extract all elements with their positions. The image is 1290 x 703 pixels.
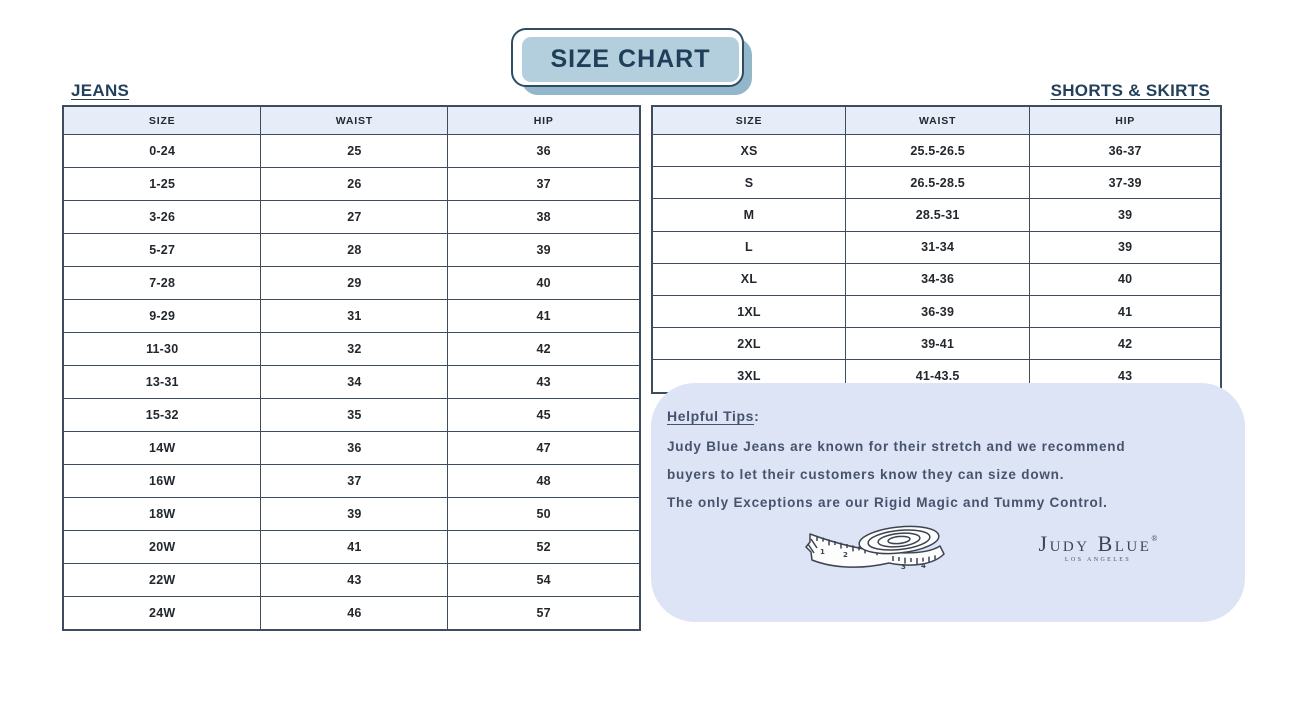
table-row [63, 135, 640, 168]
shorts-col-header-waist: WAIST [845, 106, 1029, 135]
shorts-skirts-table [651, 105, 1222, 394]
waist-cell: 35 [261, 399, 448, 432]
measuring-tape-icon [801, 519, 951, 599]
size-cell: 1XL [652, 295, 845, 327]
hip-cell: 45 [448, 399, 640, 432]
jeans-table [62, 105, 641, 631]
table-row [652, 167, 1221, 199]
size-cell: 24W [63, 597, 261, 631]
hip-cell: 50 [448, 498, 640, 531]
size-cell: 5-27 [63, 234, 261, 267]
shorts-col-header-hip: HIP [1030, 106, 1221, 135]
waist-cell: 46 [261, 597, 448, 631]
size-chart-badge [511, 28, 744, 87]
hip-cell: 57 [448, 597, 640, 631]
hip-cell: 41 [448, 300, 640, 333]
tips-line-2: buyers to let their customers know they can size down. [667, 467, 1065, 482]
waist-cell: 25 [261, 135, 448, 168]
size-cell: M [652, 199, 845, 231]
hip-cell: 39 [1030, 231, 1221, 263]
waist-cell: 27 [261, 201, 448, 234]
size-cell: 9-29 [63, 300, 261, 333]
hip-cell: 43 [448, 366, 640, 399]
size-cell: 22W [63, 564, 261, 597]
tips-heading-line [667, 408, 1225, 424]
jeans-heading: JEANS [71, 81, 130, 100]
table-row [63, 168, 640, 201]
size-cell: 2XL [652, 328, 845, 360]
tape-number-2: 2 [843, 551, 848, 559]
table-row [63, 234, 640, 267]
waist-cell: 39-41 [845, 328, 1029, 360]
brand-name-line [1003, 529, 1193, 554]
shorts-col-header-size: SIZE [652, 106, 845, 135]
table-row [63, 564, 640, 597]
hip-cell: 39 [1030, 199, 1221, 231]
waist-cell: 31-34 [845, 231, 1029, 263]
jeans-table-body [63, 135, 640, 631]
size-cell: 0-24 [63, 135, 261, 168]
table-row [63, 399, 640, 432]
shorts-header-row [652, 106, 1221, 135]
hip-cell: 43 [1030, 360, 1221, 393]
waist-cell: 31 [261, 300, 448, 333]
table-row [63, 366, 640, 399]
registered-mark: ® [1151, 534, 1158, 543]
size-cell: 7-28 [63, 267, 261, 300]
table-row [63, 465, 640, 498]
table-row [652, 135, 1221, 167]
jeans-col-header-size: SIZE [63, 106, 261, 135]
waist-cell: 28.5-31 [845, 199, 1029, 231]
tape-number-1: 1 [820, 548, 825, 556]
waist-cell: 32 [261, 333, 448, 366]
hip-cell: 37 [448, 168, 640, 201]
brand-name: Judy Blue [1038, 531, 1152, 556]
size-cell: 1-25 [63, 168, 261, 201]
hip-cell: 40 [448, 267, 640, 300]
hip-cell: 42 [1030, 328, 1221, 360]
size-cell: 16W [63, 465, 261, 498]
jeans-header-row [63, 106, 640, 135]
waist-cell: 43 [261, 564, 448, 597]
table-row [63, 333, 640, 366]
tape-number-3: 3 [901, 563, 906, 571]
table-row [63, 498, 640, 531]
tips-line-3: The only Exceptions are our Rigid Magic and Tummy Control. [667, 495, 1108, 510]
size-cell: 3XL [652, 360, 845, 393]
waist-cell: 37 [261, 465, 448, 498]
waist-cell: 41-43.5 [845, 360, 1029, 393]
badge-frame [511, 28, 744, 87]
hip-cell: 42 [448, 333, 640, 366]
brand-subtitle: LOS ANGELES [1064, 557, 1132, 563]
helpful-tips-panel [651, 383, 1245, 622]
tips-heading: Helpful Tips [667, 408, 755, 424]
badge-fill [522, 37, 739, 82]
size-cell: L [652, 231, 845, 263]
hip-cell: 36 [448, 135, 640, 168]
table-row [652, 199, 1221, 231]
hip-cell: 47 [448, 432, 640, 465]
jeans-col-header-waist: WAIST [261, 106, 448, 135]
waist-cell: 28 [261, 234, 448, 267]
size-cell: 15-32 [63, 399, 261, 432]
waist-cell: 36-39 [845, 295, 1029, 327]
hip-cell: 39 [448, 234, 640, 267]
size-cell: 3-26 [63, 201, 261, 234]
table-row [63, 531, 640, 564]
size-cell: 13-31 [63, 366, 261, 399]
jeans-col-header-hip: HIP [448, 106, 640, 135]
hip-cell: 48 [448, 465, 640, 498]
size-cell: 18W [63, 498, 261, 531]
hip-cell: 37-39 [1030, 167, 1221, 199]
table-row [652, 328, 1221, 360]
judy-blue-logo [1003, 529, 1193, 563]
tips-line-1: Judy Blue Jeans are known for their stretch and we recommend [667, 439, 1126, 454]
size-cell: 14W [63, 432, 261, 465]
shorts-skirts-heading: SHORTS & SKIRTS [1050, 81, 1210, 100]
table-row [63, 597, 640, 631]
size-cell: XS [652, 135, 845, 167]
table-row [652, 263, 1221, 295]
shorts-skirts-table-body [652, 135, 1221, 393]
hip-cell: 52 [448, 531, 640, 564]
table-row [63, 300, 640, 333]
table-row [63, 201, 640, 234]
table-row [652, 231, 1221, 263]
tips-heading-colon: : [754, 408, 760, 424]
hip-cell: 54 [448, 564, 640, 597]
waist-cell: 25.5-26.5 [845, 135, 1029, 167]
waist-cell: 26 [261, 168, 448, 201]
size-cell: XL [652, 263, 845, 295]
table-row [63, 432, 640, 465]
hip-cell: 36-37 [1030, 135, 1221, 167]
hip-cell: 40 [1030, 263, 1221, 295]
size-cell: S [652, 167, 845, 199]
table-row [63, 267, 640, 300]
table-row [652, 295, 1221, 327]
size-cell: 11-30 [63, 333, 261, 366]
tape-number-4: 4 [921, 562, 926, 570]
hip-cell: 41 [1030, 295, 1221, 327]
waist-cell: 26.5-28.5 [845, 167, 1029, 199]
waist-cell: 39 [261, 498, 448, 531]
hip-cell: 38 [448, 201, 640, 234]
waist-cell: 41 [261, 531, 448, 564]
waist-cell: 34-36 [845, 263, 1029, 295]
waist-cell: 29 [261, 267, 448, 300]
waist-cell: 36 [261, 432, 448, 465]
size-cell: 20W [63, 531, 261, 564]
page-title: SIZE CHART [550, 45, 711, 73]
waist-cell: 34 [261, 366, 448, 399]
